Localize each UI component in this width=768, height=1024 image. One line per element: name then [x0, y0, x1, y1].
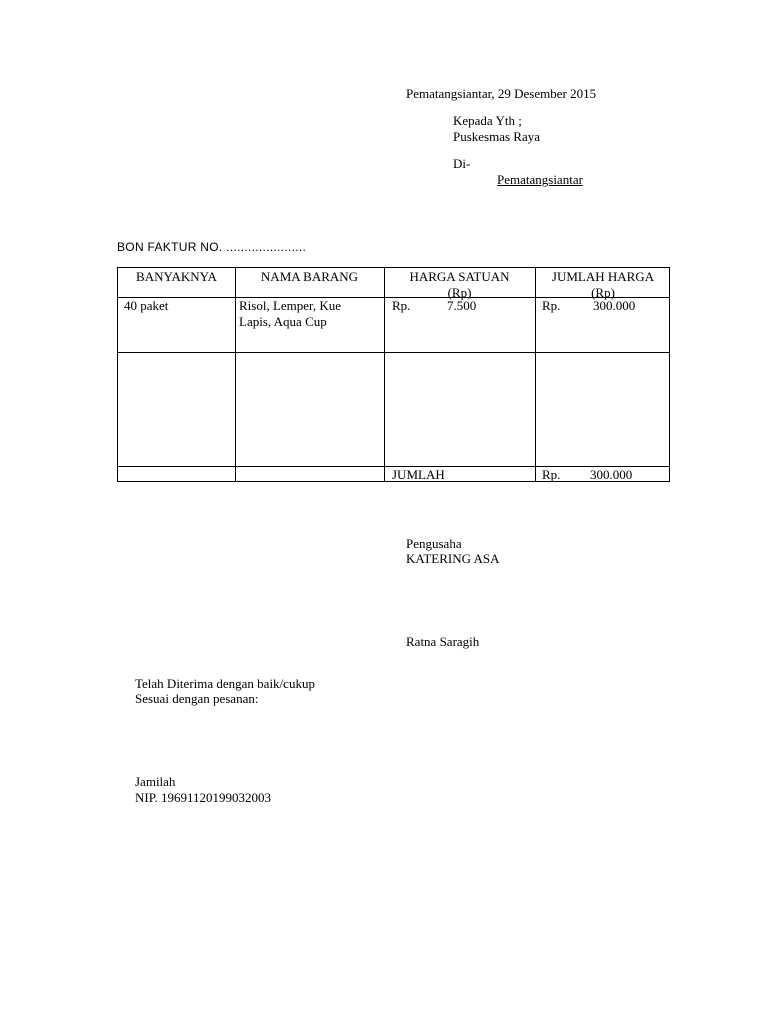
column-divider — [235, 268, 236, 481]
seller-signatory: Ratna Saragih — [406, 634, 480, 649]
receiver-note-line2: Sesuai dengan pesanan: — [135, 691, 259, 706]
footer-currency: Rp. — [542, 467, 561, 482]
at-prefix: Di- — [453, 156, 471, 171]
row-unit-price: 7.500 — [447, 298, 477, 313]
header-item-name: NAMA BARANG — [260, 269, 359, 284]
at-place: Pematangsiantar — [497, 172, 583, 187]
header-quantity: BANYAKNYA — [136, 269, 217, 284]
recipient-prefix: Kepada Yth ; — [453, 113, 522, 128]
row-divider — [118, 352, 669, 353]
invoice-table — [117, 267, 670, 482]
receiver-name: Jamilah — [135, 774, 176, 789]
footer-label: JUMLAH — [392, 467, 445, 482]
row-unit-currency: Rp. — [392, 298, 411, 313]
seller-company: KATERING ASA — [406, 551, 500, 566]
row-item-name: Risol, Lemper, Kue Lapis, Aqua Cup — [239, 298, 342, 329]
row-total-currency: Rp. — [542, 298, 561, 313]
receiver-note-line1: Telah Diterima dengan baik/cukup — [135, 676, 315, 691]
footer-value: 300.000 — [590, 467, 633, 482]
place-date: Pematangsiantar, 29 Desember 2015 — [406, 86, 597, 101]
row-total-price: 300.000 — [593, 298, 636, 313]
recipient-name: Puskesmas Raya — [453, 129, 541, 144]
invoice-title: BON FAKTUR NO. ...................... — [117, 240, 307, 254]
row-quantity: 40 paket — [124, 298, 169, 313]
header-unit-price: HARGA SATUAN (Rp) — [409, 269, 510, 300]
seller-role: Pengusaha — [406, 536, 462, 551]
receiver-nip: NIP. 19691120199032003 — [135, 790, 272, 805]
header-total-price: JUMLAH HARGA (Rp) — [551, 269, 655, 300]
